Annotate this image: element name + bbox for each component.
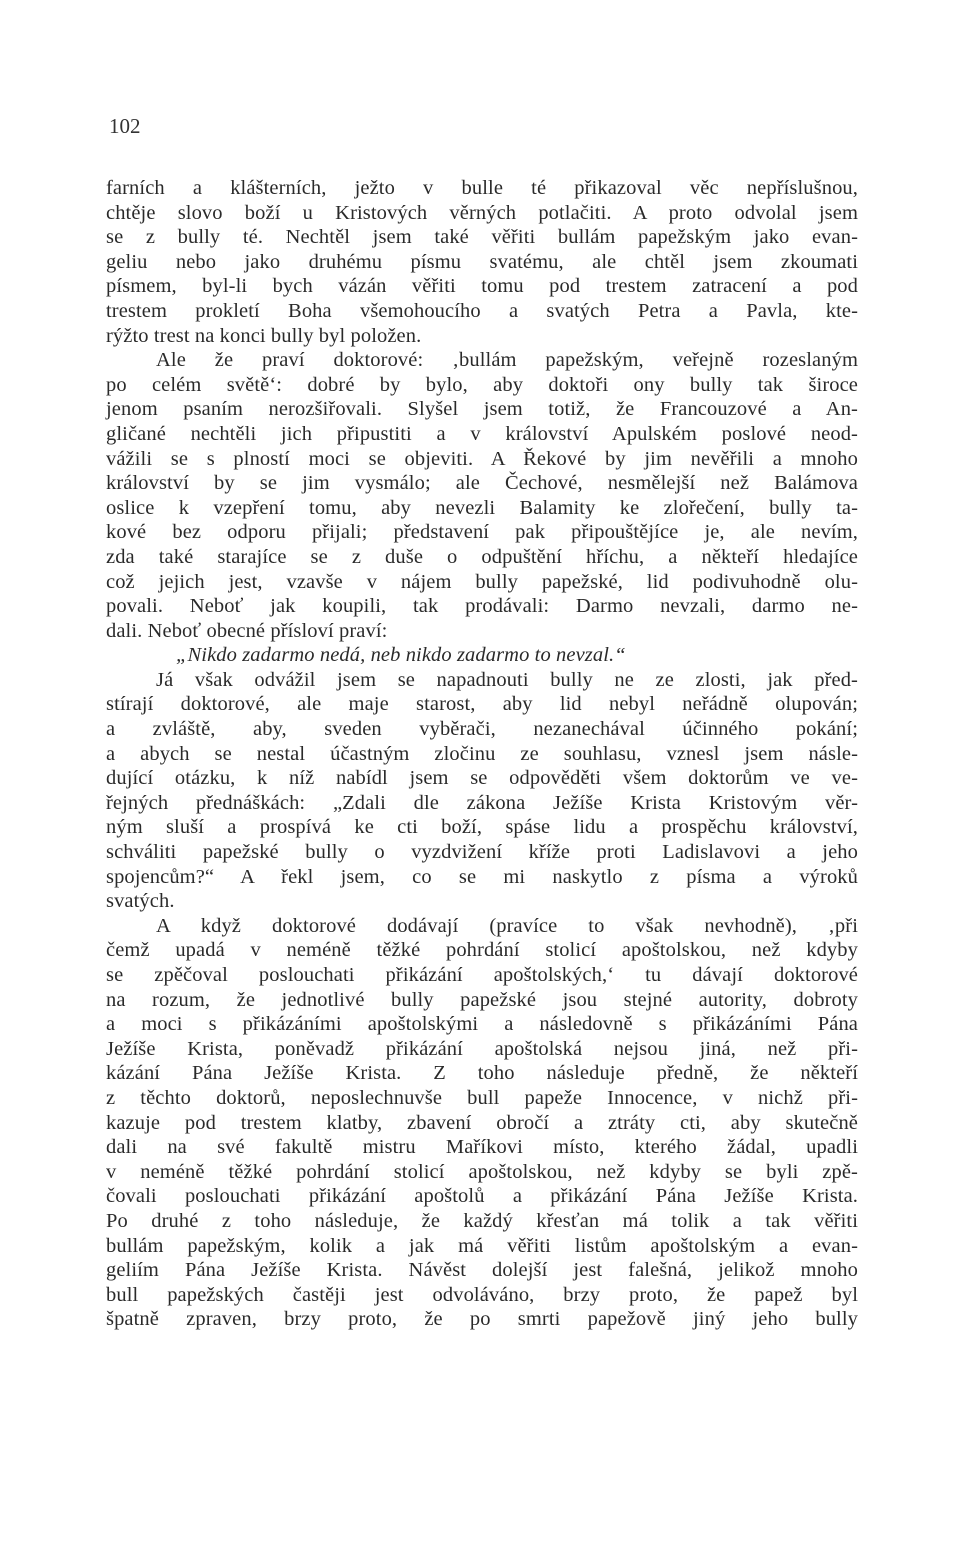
text-line: zda také starajíce se z duše o odpuštění hříchu, a někteří hledajíce (106, 545, 858, 568)
text-line: „Nikdo zadarmo nedá, neb nikdo zadarmo to nevzal.“ (176, 644, 626, 667)
page-number: 102 (109, 114, 141, 138)
text-line: Já však odvážil jsem se napadnouti bully ne ze zlosti, jak před- (156, 668, 858, 691)
text-line: Ježíše Krista, poněvadž přikázání apoštolská nejsou jiná, než při- (106, 1037, 858, 1060)
text-line: což jejich jest, vzavše v nájem bully papežské, lid podivuhodně olu- (106, 570, 858, 593)
text-line: Ale že praví doktorové: ‚bullám papežským, veřejně rozeslaným (156, 349, 858, 372)
text-line: dali na své fakultě mistru Maříkovi místo, kterého žádal, upadli (106, 1136, 858, 1159)
text-line: čovali poslouchati přikázání apoštolů a přikázání Pána Ježíše Krista. (106, 1185, 858, 1208)
text-line: kazuje pod trestem klatby, zbavení obročí a ztráty cti, aby skutečně (106, 1111, 858, 1134)
text-line: geliím Pána Ježíše Krista. Návěst dolejší jest falešná, jelikož mnoho (106, 1259, 858, 1282)
text-line: ným sluší a prospívá ke cti boží, spáse lidu a prospěchu království, (106, 816, 858, 839)
text-line: řejných přednáškách: „Zdali dle zákona Ježíše Krista Kristovým věr- (106, 791, 858, 814)
text-line: rýžto trest na konci bully byl položen. (106, 324, 422, 347)
text-line: schváliti papežské bully o vyzdvižení kříže proti Ladislavovi a jeho (106, 841, 858, 864)
text-line: se zpěčoval poslouchati přikázání apoštolských,‘ tu dávají doktorové (106, 964, 858, 986)
text-line: stírají doktorové, ale maje starost, aby lid nebyl neřádně olupován; (106, 693, 858, 716)
text-line: povali. Neboť jak koupili, tak prodávali: Darmo nevzali, darmo ne- (106, 595, 858, 618)
text-line: trestem prokletí Boha všemohoucího a svatých Petra a Pavla, kte- (106, 299, 858, 322)
text-line: v neméně těžké pohrdání stolicí apoštolskou, než kdyby se byli zpě- (106, 1160, 858, 1183)
text-line: kové bez odporu přijali; představení pak připouštějíce je, ale nevím, (106, 521, 858, 544)
text-line: farních a klášterních, ježto v bulle té přikazoval věc nepříslušnou, (106, 177, 858, 199)
text-line: oslice k vzepření tomu, aby nevezli Balamity ke zlořečení, bully ta- (106, 496, 858, 519)
text-line: písmem, byl-li bych vázán věřiti tomu pod trestem zatracení a pod (106, 275, 858, 298)
text-line: špatně zpraven, brzy proto, že po smrti papežově jiný jeho bully (106, 1308, 858, 1331)
text-line: kázání Pána Ježíše Krista. Z toho následuje předně, že někteří (106, 1062, 858, 1085)
text-line: Po druhé z toho následuje, že každý křesťan má tolik a tak věřiti (106, 1209, 858, 1232)
text-line: po celém světě‘: dobré by bylo, aby doktoři ony bully tak široce (106, 373, 858, 396)
text-line: dující otázku, k níž nabídl jsem se odpověděti všem doktorům ve ve- (106, 767, 858, 790)
text-line: a zvláště, aby, sveden vyběrači, nezanechával účinného pokání; (106, 718, 858, 741)
text-line: svatých. (106, 890, 175, 913)
text-line: na rozum, že jednotlivé bully papežské jsou stejné autority, dobroty (106, 988, 858, 1011)
text-line: geliu nebo jako druhému písmu svatému, ale chtěl jsem zkoumati (106, 250, 858, 273)
text-line: čemž upadá v neméně těžké pohrdání stolicí apoštolskou, než kdyby (106, 939, 858, 962)
text-line: a moci s přikázáními apoštolskými a následovně s přikázáními Pána (106, 1013, 858, 1036)
text-line: a abych se nestal účastným zločinu ze souhlasu, vznesl jsem násle- (106, 742, 858, 765)
text-line: království by se jim vysmálo; ale Čechové, nesmělejší než Balámova (106, 472, 858, 495)
text-line: A když doktorové dodávají (pravíce to však nevhodně), ‚při (156, 914, 858, 937)
body-text (106, 176, 858, 1332)
text-line: chtěje slovo boží u Kristových věrných potlačiti. A proto odvolal jsem (106, 201, 858, 224)
text-line: bull papežských častěji jest odvoláváno, brzy proto, že papež byl (106, 1283, 858, 1306)
text-line: gličané nechtěli jich připustiti a v království Apulském poslové neod- (106, 422, 858, 445)
text-line: spojencům?“ A řekl jsem, co se mi naskytlo z písma a výroků (106, 865, 858, 888)
text-line: jenom psaním nerozšiřovali. Slyšel jsem totiž, že Francouzové a An- (106, 398, 858, 421)
text-line: bullám papežským, kolik a jak má věřiti listům apoštolským a evan- (106, 1234, 858, 1257)
text-line: z těchto doktorů, neposlechnuvše bull papeže Innocence, v nichž při- (106, 1086, 858, 1109)
text-line: dali. Neboť obecné přísloví praví: (106, 619, 388, 642)
text-line: vážili se s plností moci se objeviti. A Řekové by jim nevěřili a mnoho (106, 447, 858, 470)
text-line: se z bully té. Nechtěl jsem také věřiti bullám papežským jako evan- (106, 226, 858, 249)
